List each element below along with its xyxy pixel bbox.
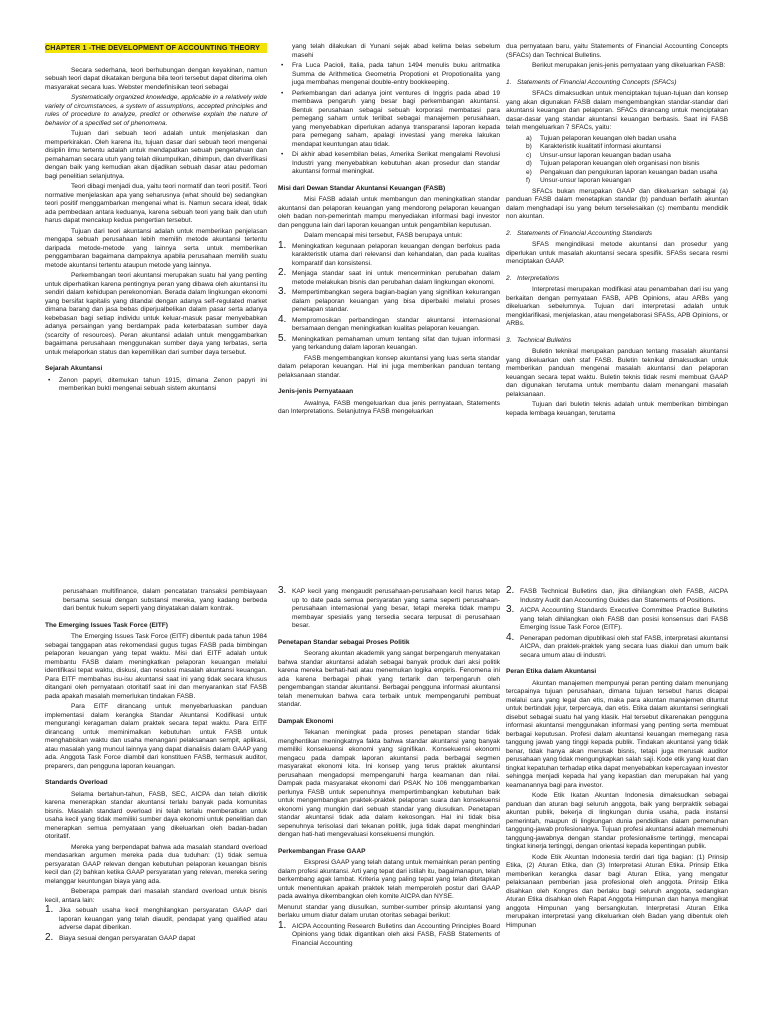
paragraph: Misi FASB adalah untuk membangun dan meningkatkan standar akuntansi dan pelaporan keuangan yang mendorong pelaporan keuangan oleh badan non-pemerintah mampu menyediakan informasi bagi investor dan pengguna lain dari laporan keuangan untuk pengambilan keputusan. bbox=[278, 196, 500, 229]
paragraph: Para EITF dirancang untuk menyebarluaskan panduan implementasi dalam kerangka Standar Akuntansi Kodifikasi untuk mengurangi keragaman dalam praktek secara tepat waktu. Para EITF dirancang untuk meminimalkan kebutuhan untuk FASB untuk menghabiskan waktu dan usaha menangani pelaksanaan sempit, aplikasi, atau masalah yang muncul lainnya yang dapat dianalisis dalam GAAP yang ada. Anggota Task Force diambil dari konstituen FASB, termasuk auditor, preparers, dan pengguna laporan keuangan. bbox=[45, 703, 267, 770]
paragraph: Seorang akuntan akademik yang sangat berpengaruh menyatakan bahwa standar akuntansi adalah sebagai banyak produk dari aksi politik karena mereka berhati-hati atau menemukan logika empiris. Fenomena ini ada karena berbagai pihak yang tertarik dan terpengaruh oleh pengembangan standar akuntansi. Berbagai pengguna informasi akuntansi telah menemukan bahwa cara terbaik untuk mempengaruhi pembuat standar. bbox=[278, 650, 500, 708]
paragraph: FASB mengembangkan konsep akuntansi yang luas serta standar dalam pelaporan keuangan. Hal ini juga memberikan panduan tentang pelaksanaan standar. bbox=[278, 354, 500, 379]
numbered-list bbox=[278, 919, 500, 949]
section-heading-politik: Penetapan Standar sebagai Proses Politik bbox=[278, 638, 410, 646]
paragraph: Berikut merupakan jenis-jenis pernyataan yang dikeluarkan FASB: bbox=[532, 62, 726, 69]
top-column-2 bbox=[278, 43, 500, 419]
definition-quote: Systematically organized knowledge, applicable in a relatively wide variety of circumstances, a system of assumptions, accepted principles and rules of procedure to analyze, predict or otherwise explain the nature of behavior of a specified set of phenomena. bbox=[45, 94, 267, 127]
paragraph: Teori dibagi menjadi dua, yaitu teori normatif dan teori positif. Teori normative menjelaskan apa yang seharusnya (what should be) sedangkan teori positif menggambarkan mengenai what is. Namun secara ideal, tidak ada pembedaan antara keduanya, karena sebuah teori yang baik dan utuh harus dapat mencakup kedua pengertian tersebut. bbox=[45, 183, 267, 224]
paragraph: Tujuan dari buletin teknis adalah untuk memberikan bimbingan kepada lembaga keuangan, terutama bbox=[506, 401, 728, 417]
section-heading-eitf: The Emerging Issues Task Force (EITF) bbox=[45, 621, 168, 629]
list-item: f) Unsur-unsur laporan keuangan bbox=[526, 177, 631, 184]
list-item: b) Karakteristik kualitatif informasi akuntansi bbox=[526, 143, 661, 150]
paragraph: Tujuan dari teori akuntansi adalah untuk memberikan penjelasan mengapa sebuah perusahaan lebih memilih metode akuntansi tertentu daripada metode-metode yang lainnya serta untuk memberikan penggambaran bagaimana dampaknya apabila perusahaan memilih suatu metode akuntansi tertentu ataupun metode yang lainnya. bbox=[45, 227, 267, 269]
bullet-list bbox=[278, 62, 500, 177]
list-item: a) Tujuan pelaporan keuangan oleh badan usaha bbox=[526, 134, 677, 142]
list-item: 1. Meningkatkan kegunaan pelaporan keuangan dengan berfokus pada karakteristik utama dari relevansi dan kehandalan, dan pada kualitas komparatif dan konsistensi. bbox=[278, 239, 500, 267]
paragraph: The Emerging Issues Task Force (EITF) dibentuk pada tahun 1984 sebagai tanggapan atas rekomendasi gugus tugas FASB pada bimbingan pelaporan keuangan yang tepat waktu. Misi dari EITF adalah untuk membantu FASB dalam meningkatkan pelaporan keuangan melalui identifikasi tepat waktu, diskusi, dan resolusi masalah akuntansi keuangan. Para EITF membahas isu-isu akuntansi saat ini yang tidak secara khusus ditangani oleh pernyataan otoritatif saat ini dan menyarankan staf FASB pada apakah masalah memerlukan tindakan FASB. bbox=[45, 633, 267, 700]
list-item: 3. Mempertimbangkan segera bagian-bagian yang signifikan kekurangan dalam pelaporan keuangan yang bisa diperbaiki melalui proses penetapan standar. bbox=[278, 286, 500, 313]
paragraph: Kode Etik Ikatan Akuntan Indonesia dimaksudkan sebagai panduan dan aturan bagi seluruh anggota, baik yang berpraktik sebagai akuntan publik, bekerja di lingkungan dunia usaha, pada instansi pemerintah, maupun di lingkungan dunia pendidikan dalam pemenuhan tanggung-jawab profesionalnya. Tujuan profesi akuntansi adalah memenuhi tanggung-jawabnya dengan standar profesionalisme tertinggi, mencapai tingkat kinerja tertinggi, dengan orientasi kepada kepentingan publik. bbox=[506, 792, 728, 850]
paragraph: Kode Etik Akuntan Indonesia terdiri dari tiga bagian: (1) Prinsip Etika, (2) Aturan Etika, dan (3) Interpretasi Aturan Etika. Prinsip Etika memberikan kerangka dasar bagi Aturan Etika, yang mengatur pelaksanaan pemberian jasa profesional oleh anggota. Prinsip Etika disahkan oleh Kongres dan berlaku bagi seluruh anggota, sedangkan Aturan Etika disahkan oleh Rapat Anggota Himpunan dan hanya mengikat anggota Himpunan yang bersangkutan. Interpretasi Aturan Etika merupakan interpretasi yang dikeluarkan oleh Badan yang dibentuk oleh Himpunan bbox=[506, 853, 728, 929]
subsection-heading: 2. Interpretations bbox=[506, 274, 560, 282]
top-column-3 bbox=[506, 43, 728, 420]
list-item: • Di akhir abad kesembilan belas, Amerika Serikat mengalami Revolusi Industri yang menyebabkan kebutuhan akan prosedur dan standar akuntansi formal meningkat. bbox=[278, 151, 500, 177]
paragraph: SFAS mengindikasi metode akuntansi dan prosedur yang diperlukan untuk masalah akuntansi secara spesifik. SFASs secara resmi menciptakan GAAP. bbox=[506, 241, 728, 265]
list-item: 3. KAP kecil yang mengaudit perusahaan-perusahaan kecil harus tetap up to date pada semua persyaratan yang sama seperti perusahaan-perusahaan internasional yang besar, tetapi mereka tidak mampu membayar spesialis yang tersedia secara terpusat di perusahaan besar. bbox=[278, 585, 500, 629]
numbered-list bbox=[506, 585, 728, 660]
section-heading-overload: Standards Overload bbox=[45, 779, 108, 786]
sfac-list bbox=[506, 135, 728, 186]
numbered-list bbox=[45, 904, 267, 943]
list-item: d) Tujuan pelaporan keuangan oleh organisasi non bisnis bbox=[526, 160, 700, 167]
list-item: 2. FASB Technical Bulletins dan, jika dihilangkan oleh FASB, AICPA Industry Audit dan Accounting Guides dan Statements of Positions. bbox=[506, 585, 728, 604]
bottom-column-1 bbox=[45, 588, 267, 945]
paragraph: Akuntan manajemen mempunyai peran penting dalam menunjang tercapainya tujuan perusahaan, dimana tujuan tersebut harus dicapai melalui cara yang legal dan etis, maka para akuntan manajemen dituntut untuk bertindak jujur, terpercaya, dan etis. Etika dalam akuntansi seringkali disebut sebagai suatu hal yang klasik. Hal tersebut dikarenakan pengguna informasi akuntansi menggunakan informasi yang penting serta membuat berbagai keputusan. Profesi dalam akuntansi keuangan memegang rasa tanggung jawab yang tinggi kepada publik. Tindakan akuntansi yang tidak benar, tidak hanya akan merusak bisnis, tetapi juga merusak auditor perusahaan yang tidak mengungkapkan salah saji. Kode etik yang kuat dan tingkat kepatuhan terhadap etika dapat menyebabkan kepercayaan investor sehingga menjadi kepada hal yang kepastian dan merupakan hal yang keamanannya bagi para investor. bbox=[506, 679, 728, 789]
paragraph: Buletin teknikal merupakan panduan tentang masalah akuntansi yang dikeluarkan oleh staf FASB. Buletin teknikal dimaksudkan untuk memberikan panduan mengenai masalah akuntansi dan pelaporan keuangan secara tepat waktu. Buletin teknis tidak resmi membuat GAAP dan digunakan terutama untuk membantu dalam menangani masalah pelaksanaan. bbox=[506, 348, 728, 398]
subsection-heading: 2. Statements of Financial Accounting Standards bbox=[506, 229, 653, 237]
list-item: 2. Menjaga standar saat ini untuk mencerminkan perubahan dalam metode melakukan bisnis dan perubahan dalam lingkungan ekonomi. bbox=[278, 267, 500, 286]
list-item: 5. Meningkatkan pemahaman umum tentang sifat dan tujuan informasi yang terkandung dalam laporan keuangan. bbox=[278, 332, 500, 351]
bottom-column-3 bbox=[506, 585, 728, 932]
list-item: 2. Biaya sesuai dengan persyaratan GAAP dapat bbox=[45, 931, 196, 943]
paragraph: Ekspresi GAAP yang telah datang untuk memainkan peran penting dalam profesi akuntansi. Arti yang tepat dari istilah itu, bagaimanapun, telah berkembang agak lambat. Kriteria yang paling tepat yang telah ditetapkan untuk menentukan apakah praktek telah memperoleh postur dari GAAP pada awalnya dikembangkan oleh komite AICPA dan NYSE. bbox=[278, 859, 500, 900]
paragraph: Selama bertahun-tahun, FASB, SEC, AICPA dan telah dikritik karena menerapkan standar akuntansi terlalu banyak pada komunitas bisnis. Masalah standard overload ini telah terlalu memberatkan untuk usaha kecil yang tidak memiliki sumber daya ekonomi untuk penelitian dan menerapkan semua pernyataan yang dikeluarkan oleh badan-badan otoritatif. bbox=[45, 790, 267, 840]
paragraph: Mereka yang berpendapat bahwa ada masalah standard overload mendasarkan argumen mereka pada dua tuduhan: (1) tidak semua persyaratan GAAP relevan dengan kebutuhan pelaporan keuangan bisnis kecil dan (2) bahkan ketika GAAP persyaratan yang relevan, mereka sering melanggar keuntungan biaya yang ada. bbox=[45, 843, 267, 885]
subsection-heading: 3. Technical Bulletins bbox=[506, 336, 572, 344]
section-heading-dampak: Dampak Ekonomi bbox=[278, 717, 334, 725]
subsection-heading: 1. Statements of Financial Accounting Concepts (SFACs) bbox=[506, 78, 677, 86]
list-item: • Fra Luca Pacioli, Italia, pada tahun 1494 menulis buku aritmatika Summa de Arithmetica Geometria Propotioni et Propotionalita yang juga membahas mengenai double-entry bookkeeping. bbox=[278, 62, 500, 88]
section-heading-etika: Peran Etika dalam Akuntansi bbox=[506, 668, 597, 675]
list-item: c) Unsur-unsur laporan keuangan badan usaha bbox=[526, 151, 671, 159]
section-heading-frase: Perkembangan Frase GAAP bbox=[278, 847, 366, 855]
list-item: 3. AICPA Accounting Standards Executive Committee Practice Bulletins yang telah dihilangkan oleh FASB dan posisi konsensus dari FASB Emerging Issue Task Force (EITF). bbox=[506, 604, 728, 631]
list-item: • Perkembangan dari adanya joint ventures di Inggris pada abad 19 membawa pengaruh yang besar bagi perkembangan akuntansi. Bentuk perusahaan sebagai sebuah korporasi membatasi para pemegang saham untuk terlibat sebagai manajemen perusahaan, yang menyebabkan diperlukan adanya transparansi laporan kepada para pemegang saham, apalagi investasi yang mereka lakukan mendapat keuntungan atau tidak. bbox=[278, 90, 500, 150]
paragraph: Secara sederhana, teori berhubungan dengan keyakinan, namun sebuah teori dapat dikatakan berguna bila teori tersebut dapat diterima oleh masyarakat secara luas. Webster mendefinisikan teori sebagai bbox=[45, 66, 267, 91]
section-heading-sejarah: Sejarah Akuntansi bbox=[45, 365, 103, 372]
paragraph: Perkembangan teori akuntansi merupakan suatu hal yang penting untuk diperhatikan karena pentingnya peran yang dibawa oleh akuntansi itu sendiri dalam kehidupan perekonomian. Berada dalam lingkungan ekonomi yang bersifat kapitalis yang ditandai dengan adanya self-regulated market dimana barang dan jasa bebas diperjualbelikan dalam pasar serta adanya kebebasan bagi setiap individu untuk keluar-masuk pasar menyebabkan adanya persaingan yang berdampak pada keterbatasan sumber daya (scarcity of resources). Peran akuntansi adalah untuk menggambarkan bagaimana perusahaan menggunakan sumber daya yang terbatas, serta untuk melaporkan status dan kepemilikan dari sumber daya tersebut. bbox=[45, 272, 267, 356]
paragraph: Awalnya, FASB mengeluarkan dua jenis pernyataan, Statements dan Interpretations. Selanjutnya FASB mengeluarkan bbox=[278, 399, 500, 415]
section-heading-misi: Misi dari Dewan Standar Akuntansi Keuangan (FASB) bbox=[278, 184, 446, 192]
paragraph-continued: perusahaan multifinance, dalam pencatatan transaksi pembiayaan bersama sesuai dengan substansi mereka, yang kadang berbeda dari bentuk hukum seperti yang dinyatakan dalam kontrak. bbox=[63, 588, 267, 612]
list-item: • Zenon papyri, ditemukan tahun 1915, dimana Zenon papyri ini memberikan bukti mengenai sebuah sistem akuntansi bbox=[45, 377, 267, 394]
paragraph: Tekanan meningkat pada proses penetapan standar tidak menghentikan meningkatnya fakta bahwa standar akuntansi yang banyak memiliki konsekuensi ekonomi yang signifikan. Konsekuensi ekonomi mengacu pada dampak laporan akuntansi pada berbagai segmen masyarakat ekonomi kita. Ini konsep yang terus praktek akuntansi perusahaan mengadopsi mempengaruhi harga keamanan dan nilai. Dampak pada masyarakat ekonomi dari PSAK No 106 menggambarkan perlunya FASB untuk sepenuhnya mempertimbangkan kebutuhan baik untuk mengembangkan praktek-praktek pelaporan suara dan konsekuensi ekonomi yang mungkin dari sebuah standar yang diusulkan. Penetapan standar akuntansi tidak ada dalam kekosongan. Hal ini tidak bisa sepenuhnya terisolasi dari tekanan politik, juga tidak dapat menghindari dengan hati-hati mengevaluasi konsekuensi mungkin. bbox=[278, 729, 500, 838]
paragraph-continued: dua pernyataan baru, yaitu Statements of Financial Accounting Concepts (SFACs) dan Technical Bulletins. bbox=[506, 43, 728, 59]
paragraph: SFACs dimaksudkan untuk menciptakan tujuan-tujuan dan konsep yang akan digunakan FASB dalam mengembangkan standar-standar dari akuntansi keuangan dan pelaporan. SFACs dirancang untuk menciptakan dasar-dasar yang standar akuntansi keuangan berbasis. Saat ini FASB telah mengeluarkan 7 SFACs, yaitu: bbox=[506, 90, 728, 131]
numbered-list bbox=[278, 239, 500, 353]
list-item: 4. Mempromosikan perbandingan standar akuntansi internasional bersamaan dengan meningkatkan kualitas pelaporan keuangan. bbox=[278, 313, 500, 332]
list-item: e) Pengakuan dan pengukuran laporan keuangan badan usaha bbox=[526, 168, 718, 176]
paragraph: Interpretasi merupakan modifikasi atau penambahan dari isu yang berkaitan dengan pernyataan FASB, APB Opinions, atau ARBs yang dikeluarkan sebelumnya. Tujuan dari interpretasi adalah untuk mengklarifikasi, menjelaskan, atau mengelaborasi SFASs, APB Opinions, or ARBs. bbox=[506, 286, 728, 327]
top-column-1 bbox=[45, 43, 267, 396]
paragraph: Tujuan dari sebuah teori adalah untuk menjelaskan dan memperkirakan. Oleh karena itu, tujuan dasar dari sebuah teori mengenai disiplin ilmu tertentu adalah untuk mendapatkan sebuah pengetahuan dan pemahaman secara utuh yang telah dikumpulkan, dihimpun, dan diverifikasi dengan baik yang kemudian akan dijadikan sebuah dasar atau pedoman bagi penelitian selanjutnya. bbox=[45, 130, 267, 180]
list-item: 4. Penerapan pedoman dipublikasi oleh staf FASB, interpretasi akuntansi AICPA, dan praktek-praktek yang secara luas diakui dan umum baik secara umum atau di industri. bbox=[506, 631, 728, 659]
bottom-column-2 bbox=[278, 585, 500, 950]
section-heading-jenis: Jenis-jenis Pernyataaan bbox=[278, 388, 354, 395]
numbered-list bbox=[278, 585, 500, 631]
paragraph: Menurut standar yang diusulkan, sumber-sumber prinsip akuntansi yang berlaku umum diatur dalam urutan otoritas sebagai berikut: bbox=[278, 903, 500, 919]
paragraph: Dalam mencapai misi tersebut, FASB berupaya untuk: bbox=[304, 232, 463, 239]
list-item: 1. Jika sebuah usaha kecil menghilangkan persyaratan GAAP dari laporan keuangan yang telah diaudit, pendapat yang qualified atau adverse dapat diberikan. bbox=[45, 904, 267, 931]
chapter-title: CHAPTER 1 -THE DEVELOPMENT OF ACCOUNTING THEORY bbox=[45, 43, 267, 53]
paragraph: SFACs bukan merupakan GAAP dan dikeluarkan sebagai (a) panduan FASB dalam menetapkan standar (b) panduan berfatih akuntan dalam menghadapi isu yang belum terselesaikan (c) membantu mendidik non akuntan. bbox=[506, 187, 728, 220]
paragraph: Beberapa pampak dari masalah standard overload untuk bisnis kecil, antara lain: bbox=[45, 888, 267, 904]
bullet-list bbox=[45, 377, 267, 394]
list-item: 1. AICPA Accounting Research Bulletins dan Accounting Principles Board Opinions yang tidak digantikan oleh aksi FASB, FASB Statements of Financial Accounting bbox=[278, 919, 500, 947]
paragraph-continued: yang telah dilakukan di Yunani sejak abad kelima belas sebelum masehi bbox=[292, 43, 500, 59]
